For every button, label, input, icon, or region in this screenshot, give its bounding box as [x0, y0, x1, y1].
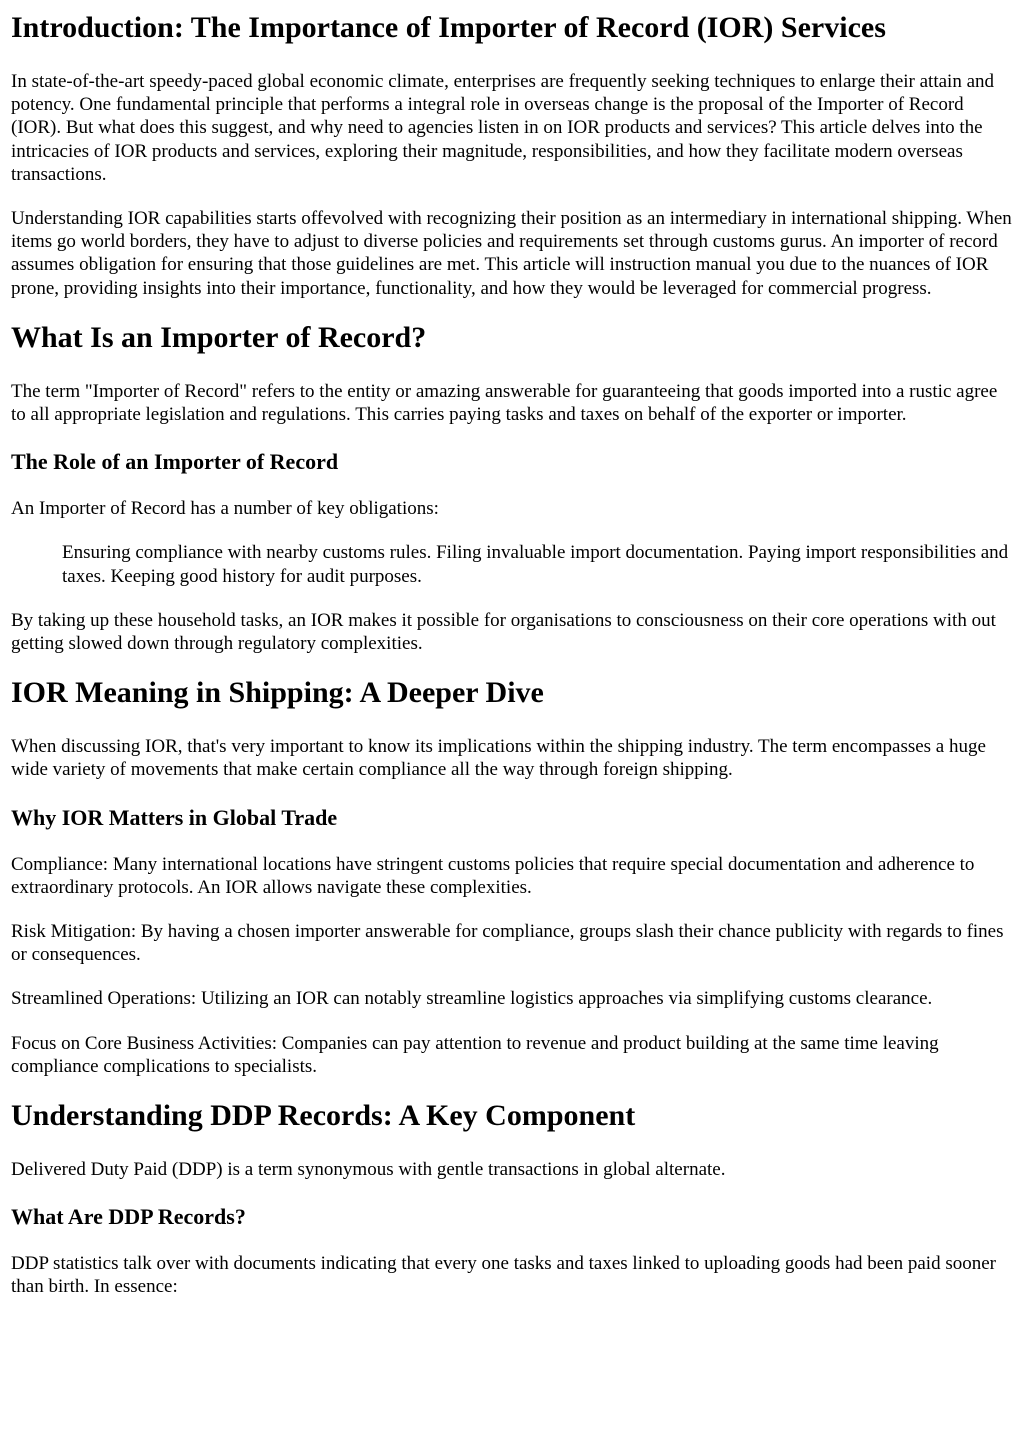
why-risk-mitigation-paragraph: Risk Mitigation: By having a chosen importer answerable for compliance, groups slash their chance publicity with regards to fines or consequences.	[11, 921, 1004, 966]
role-summary-paragraph: By taking up these household tasks, an IOR makes it possible for organisations to consciousness on their core operations with out getting slowed down through regulatory complexities.	[11, 609, 996, 655]
subheading-why-ior-matters: Why IOR Matters in Global Trade	[11, 804, 338, 830]
why-streamlined-operations-paragraph: Streamlined Operations: Utilizing an IOR can notably streamline logistics approaches via simplifying customs clearance.	[11, 988, 933, 1010]
role-intro-paragraph: An Importer of Record has a number of key obligations:	[11, 498, 439, 520]
role-obligations-quote: Ensuring compliance with nearby customs rules. Filing invaluable import documentation. Paying import responsibilities and taxes. Keeping good history for audit purposes.	[62, 542, 1009, 587]
section-heading-intro: Introduction: The Importance of Importer of Record (IOR) Services	[11, 11, 886, 44]
ddp-intro-paragraph: Delivered Duty Paid (DDP) is a term synonymous with gentle transactions in global alternate.	[11, 1159, 726, 1181]
subheading-what-are-ddp-records: What Are DDP Records?	[11, 1204, 246, 1230]
section-heading-ior-meaning: IOR Meaning in Shipping: A Deeper Dive	[11, 676, 544, 710]
section-heading-ddp-records: Understanding DDP Records: A Key Component	[11, 1099, 636, 1133]
why-compliance-paragraph: Compliance: Many international locations have stringent customs policies that require special documentation and adherence to extraordinary protocols. An IOR allows navigate these complexities.	[11, 853, 975, 898]
what-is-ior-paragraph: The term "Importer of Record" refers to the entity or amazing answerable for guaranteeing that goods imported into a rustic agree to all appropriate legislation and regulations. This carries paying tasks and taxes on behalf of the exporter or importer.	[11, 380, 998, 426]
ddp-records-paragraph: DDP statistics talk over with documents indicating that every one tasks and taxes linked to uploading goods had been paid sooner than birth. In essence:	[11, 1253, 996, 1298]
section-heading-what-is-ior: What Is an Importer of Record?	[11, 320, 427, 354]
intro-paragraph-2: Understanding IOR capabilities starts offevolved with recognizing their position as an intermediary in international shipping. When items go world borders, they have to adjust to diverse policies and requirements set through customs gurus. An importer of record assumes obligation for ensuring that those guidelines are met. This article will instruction manual you due to the nuances of IOR prone, providing insights into their importance, functionality, and how they would be leveraged for commercial progress.	[11, 208, 1012, 299]
why-core-business-paragraph: Focus on Core Business Activities: Companies can pay attention to revenue and product building at the same time leaving compliance complications to specialists.	[11, 1032, 939, 1077]
ior-meaning-paragraph: When discussing IOR, that's very important to know its implications within the shipping industry. The term encompasses a huge wide variety of movements that make certain compliance all the way through foreign shipping.	[11, 736, 986, 781]
subheading-role-of-ior: The Role of an Importer of Record	[11, 449, 339, 475]
intro-paragraph-1: In state-of-the-art speedy-paced global economic climate, enterprises are frequently seeking techniques to enlarge their attain and potency. One fundamental principle that performs a integral role in overseas change is the proposal of the Importer of Record (IOR). But what does this suggest, and why need to agencies listen in on IOR products and services? This article delves into the intricacies of IOR products and services, exploring their magnitude, responsibilities, and how they facilitate modern overseas transactions.	[11, 71, 995, 185]
